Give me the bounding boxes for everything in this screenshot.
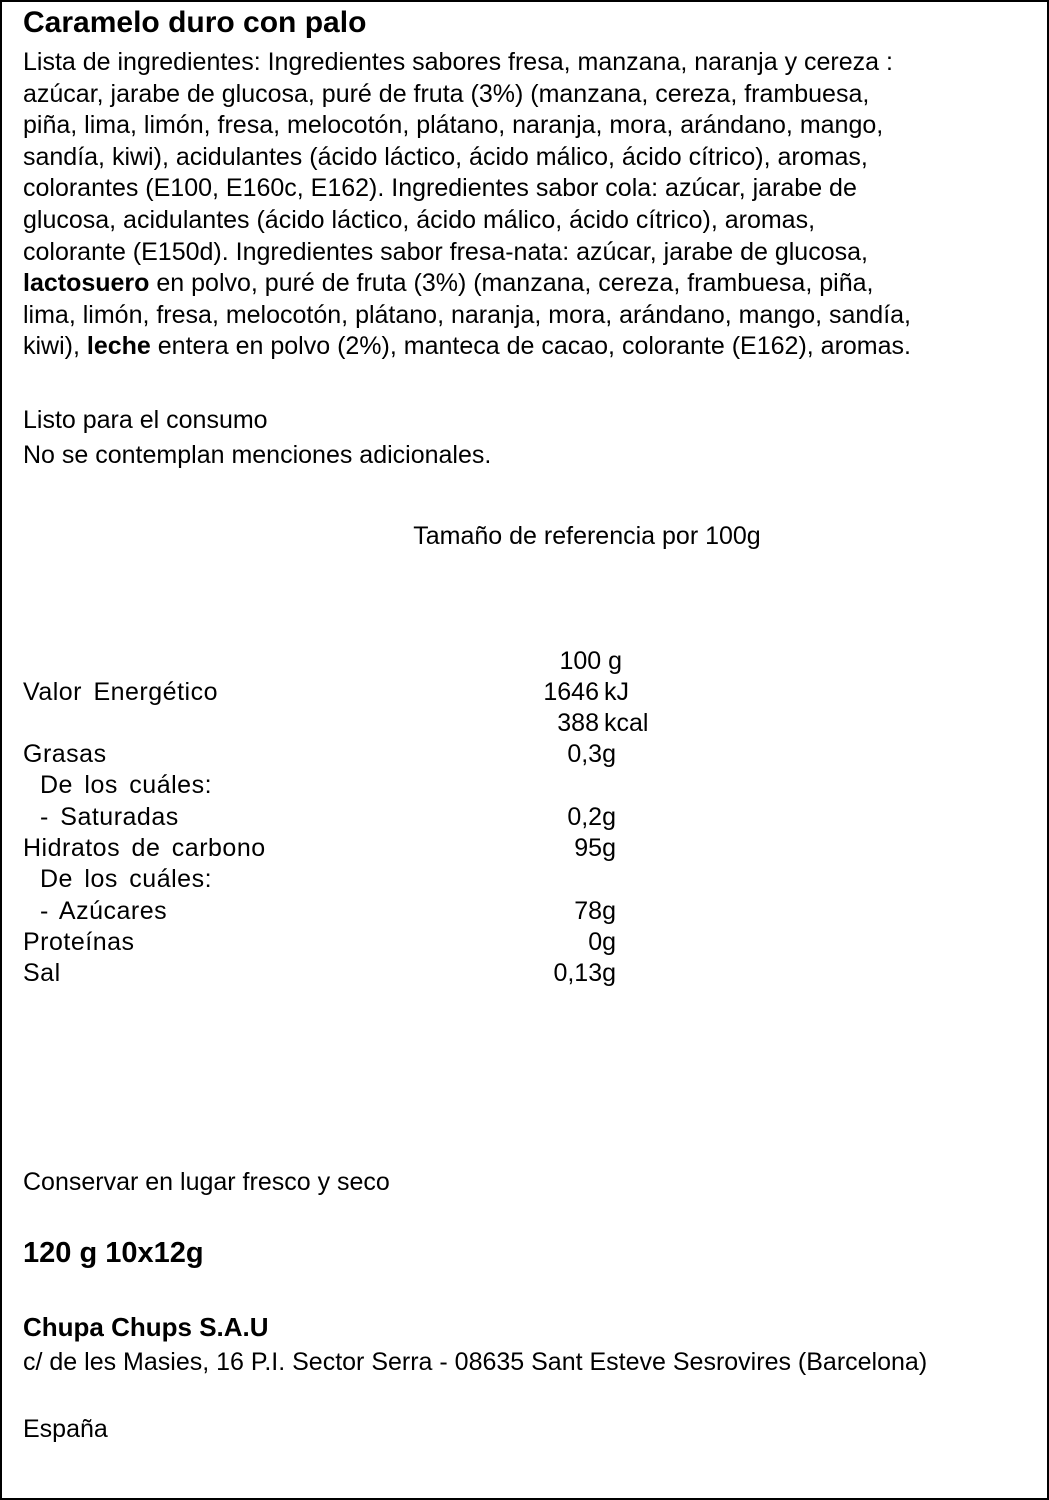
saturated-label: - Saturadas — [40, 803, 179, 831]
company-country: España — [23, 1415, 108, 1443]
saturated-value: 0,2g — [567, 803, 616, 831]
protein-value: 0g — [588, 928, 616, 956]
salt-label: Sal — [23, 959, 61, 987]
sugars-label: - Azúcares — [40, 897, 168, 925]
no-mentions-note: No se contemplan menciones adicionales. — [23, 441, 492, 469]
allergen-whey: lactosuero — [23, 269, 150, 298]
ingredients-line: sandía, kiwi), acidulantes (ácido láctico, ácido málico, ácido cítrico), aromas, — [23, 142, 868, 171]
energy-label: Valor Energético — [23, 678, 218, 706]
carbs-of-which-label: De los cuáles: — [40, 865, 213, 893]
energy-kj-unit: kJ — [604, 678, 629, 706]
sugars-value: 78g — [574, 897, 616, 925]
ingredients-line: entera en polvo (2%), manteca de cacao, colorante (E162), aromas. — [157, 332, 911, 361]
energy-kcal-unit: kcal — [604, 709, 649, 737]
fat-of-which-label: De los cuáles: — [40, 771, 213, 799]
company-address: c/ de les Masies, 16 P.I. Sector Serra - 08635 Sant Esteve Sesrovires (Barcelona) — [23, 1348, 928, 1376]
energy-kj-value: 1646 — [543, 678, 599, 706]
company-name: Chupa Chups S.A.U — [23, 1312, 269, 1342]
ingredients-line: Lista de ingredientes: Ingredientes sabores fresa, manzana, naranja y cereza : — [23, 48, 893, 76]
carbs-label: Hidratos de carbono — [23, 834, 266, 862]
ingredients-line: piña, lima, limón, fresa, melocotón, plátano, naranja, mora, arándano, mango, — [23, 111, 884, 140]
fat-value: 0,3g — [567, 740, 616, 768]
ingredients-line: azúcar, jarabe de glucosa, puré de fruta (3%) (manzana, cereza, frambuesa, — [23, 79, 870, 108]
storage-note: Conservar en lugar fresco y seco — [23, 1168, 390, 1196]
nutrition-column-header: 100 g — [559, 647, 622, 675]
ingredients-line: kiwi), — [23, 332, 80, 361]
ingredients-line: en polvo, puré de fruta (3%) (manzana, cereza, frambuesa, piña, — [156, 269, 874, 298]
energy-kcal-value: 388 — [557, 709, 599, 737]
protein-label: Proteínas — [23, 928, 135, 956]
ingredients-line: glucosa, acidulantes (ácido láctico, ácido málico, ácido cítrico), aromas, — [23, 205, 816, 234]
ingredients-line: colorante (E150d). Ingredientes sabor fresa-nata: azúcar, jarabe de glucosa, — [23, 237, 868, 266]
product-title: Caramelo duro con palo — [23, 6, 367, 39]
fat-label: Grasas — [23, 740, 107, 768]
carbs-value: 95g — [574, 834, 616, 862]
ingredients-line: lima, limón, fresa, melocotón, plátano, naranja, mora, arándano, mango, sandía, — [23, 300, 912, 329]
nutrition-header: Tamaño de referencia por 100g — [413, 522, 761, 550]
ready-to-eat-note: Listo para el consumo — [23, 406, 268, 434]
net-weight: 120 g 10x12g — [23, 1237, 204, 1269]
allergen-milk: leche — [86, 332, 151, 361]
salt-value: 0,13g — [553, 959, 616, 987]
ingredients-line: colorantes (E100, E160c, E162). Ingredientes sabor cola: azúcar, jarabe de — [23, 174, 857, 203]
ingredients-list — [23, 47, 1023, 363]
